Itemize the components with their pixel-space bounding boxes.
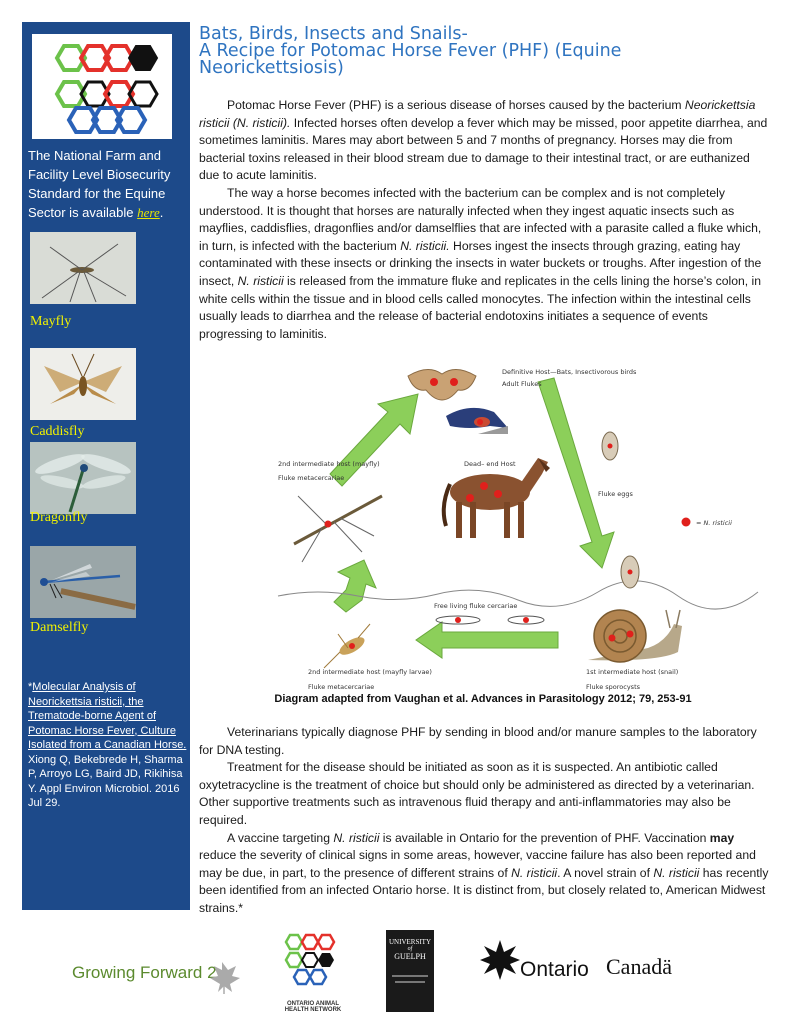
canada-text: Canadä — [606, 954, 672, 979]
biosecurity-text: The National Farm and Facility Level Biosecurity Standard for the Equine Sector is available — [28, 148, 171, 220]
mayfly-illustration — [294, 496, 382, 562]
guelph-text-2: GUELPH — [394, 952, 426, 961]
mayfly-label: Mayfly — [30, 314, 72, 329]
arrow-mayfly-to-bat — [330, 394, 418, 486]
italic-run: N. risticii — [237, 273, 284, 288]
citation — [28, 680, 188, 811]
italic-run: Neorickettsia risticii (N. risticii). — [199, 98, 756, 130]
biosecurity-link[interactable]: here — [137, 205, 160, 220]
guelph-crest-bar — [395, 981, 425, 983]
label-dead-end-host: Dead– end Host — [464, 460, 516, 468]
guelph-text-of: of — [407, 946, 413, 952]
biosecurity-standard-text — [28, 146, 188, 222]
title-line-1: Bats, Birds, Insects and Snails- — [199, 24, 468, 44]
label-adult-flukes: Adult Flukes — [502, 380, 542, 388]
growing-forward-logo — [72, 956, 252, 1001]
oahn-footer-logo — [282, 932, 346, 1013]
dragonfly-photo — [30, 442, 136, 514]
paragraph-diagnosis: Veterinarians typically diagnose PHF by sending in blood and/or manure samples to the laboratory for DNA testing. — [199, 725, 757, 757]
label-definitive-host: Definitive Host—Bats, Insectivorous birds — [502, 368, 637, 376]
intro-section — [199, 97, 771, 343]
text-run: Infected horses often develop a fever which may be missed, poor appetite diarrhea, and sometimes laminitis. Mares may abort between 5 and 7 months of pregnancy. Horses may die from bacterial toxins released in their blood stream due to damage to their intestinal tract, or are euthanized due to acute laminitis. — [199, 115, 768, 183]
text-run: A vaccine targeting — [227, 830, 334, 845]
citation-asterisk: * — [28, 681, 33, 693]
dragonfly-label: Dragonfly — [30, 510, 88, 525]
citation-title-link[interactable]: Molecular Analysis of Neorickettsia risticii, the Trematode-borne Agent of Potomac Horse Fever, Culture Isolated from a Canadian Horse. — [28, 681, 187, 751]
biosecurity-end: . — [159, 205, 164, 220]
life-cycle-diagram — [258, 356, 768, 696]
italic-run: N. risticii — [511, 865, 558, 880]
label-first-host-snail: 1st intermediate host (snail) — [586, 668, 679, 676]
text-run: is released from the immature fluke and replicates in the cells lining the horse’s colon, in white cells within the tissue and in blood cells called monocytes. The infection within the intestinal cells usually leads to diarrhea and the release of bacterial endotoxins initiates a sequence of events progressing to laminitis. — [199, 273, 762, 341]
arrow-larvae-to-mayfly — [334, 560, 376, 612]
paragraph-disease-overview — [199, 97, 771, 185]
citation-authors: Xiong Q, Bekebrede H, Sharma P, Arroyo LG, Baird JD, Rikihisa Y. Appl Environ Microbiol. 2016 Jul 29. — [28, 753, 183, 809]
label-fluke-metacercariae-bottom: Fluke metacercariae — [308, 683, 375, 691]
caddisfly-label: Caddisfly — [30, 424, 85, 439]
text-run: . A novel strain of — [557, 865, 654, 880]
cercariae-right — [508, 616, 544, 624]
text-run: Horses ingest the insects through grazing, eating hay contaminated with these insects or drinking the insects in water buckets or troughs. After ingestion of the insect, — [199, 238, 762, 288]
title-line-2: A Recipe for Potomac Horse Fever (PHF) (Equine — [199, 41, 622, 61]
guelph-crest-bar — [392, 975, 428, 977]
text-run: has recently been identified from an infected Ontario horse. It is distinct from, but closely related to, American Midwest strains.* — [199, 865, 769, 915]
label-second-host-mayfly: 2nd intermediate host (mayfly) — [278, 460, 380, 468]
snail-illustration — [588, 610, 682, 662]
page-title — [199, 26, 779, 77]
guelph-text-1: UNIVERSITY — [389, 938, 431, 946]
growing-forward-text: Growing Forward 2 — [72, 963, 217, 982]
arrow-bat-to-eggs — [538, 378, 614, 568]
arrow-snail-to-larvae — [416, 622, 558, 658]
legend-n-risticii — [682, 518, 733, 528]
canada-wordmark — [606, 954, 672, 980]
label-fluke-sporocysts: Fluke sporocysts — [586, 683, 640, 691]
ontario-text: Ontario — [520, 958, 588, 981]
label-fluke-metacercariae-top: Fluke metacercariae — [278, 474, 345, 482]
guelph-logo — [386, 930, 434, 1012]
diagram-caption: Diagram adapted from Vaughan et al. Advances in Parasitology 2012; 79, 253-91 — [274, 693, 692, 705]
mayfly-photo — [30, 232, 136, 304]
text-run: Potomac Horse Fever (PHF) is a serious disease of horses caused by the bacterium — [227, 98, 685, 112]
horse-illustration — [444, 458, 550, 538]
oahn-footer-text-1: ONTARIO ANIMAL — [287, 1001, 339, 1007]
ontario-logo — [476, 940, 588, 991]
sidebar — [22, 22, 190, 910]
cercariae-left — [436, 616, 480, 624]
damselfly-label: Damselfly — [30, 620, 89, 635]
paragraph-infection-route — [199, 185, 771, 343]
oahn-footer-text-2: HEALTH NETWORK — [284, 1007, 342, 1013]
paragraph-vaccine — [199, 830, 771, 918]
text-run: reduce the severity of clinical signs in some areas, however, vaccine failure has also been reported and may be due, in part, to the presence of different strains of — [199, 848, 756, 880]
bold-run: may — [709, 830, 735, 845]
label-second-host-larvae: 2nd intermediate host (mayfly larvae) — [308, 668, 432, 676]
bird-illustration — [446, 408, 508, 434]
treatment-section — [199, 724, 771, 918]
text-run: is available in Ontario for the prevention of PHF. Vaccination — [379, 830, 710, 845]
fluke-egg-top — [602, 432, 618, 460]
damselfly-photo — [30, 546, 136, 618]
fluke-egg-bottom — [621, 556, 639, 588]
label-free-living: Free living fluke cercariae — [434, 602, 518, 610]
larva-illustration — [324, 624, 370, 668]
footer-logos — [0, 920, 791, 1024]
label-fluke-eggs: Fluke eggs — [598, 490, 633, 498]
italic-run: N. risticii. — [400, 238, 450, 253]
italic-run: N. risticii — [653, 865, 700, 880]
oahn-logo — [32, 34, 172, 139]
legend-label: = N. risticii — [696, 519, 732, 527]
italic-run: N. risticii — [333, 830, 380, 845]
caddisfly-photo — [30, 348, 136, 420]
text-run: The way a horse becomes infected with the bacterium can be complex and is not completely understood. It is thought that horses are naturally infected when they ingest aquatic insects such as mayflies, caddisflies, dragonflies and/or damselflies that are infected with a parasite called a fluke which, in turn, is infected with the bacterium — [199, 185, 762, 253]
paragraph-treatment: Treatment for the disease should be initiated as soon as it is suspected. An antibiotic called oxytetracycline is the treatment of choice but should only be administered as directed by a veterinarian. Other supportive treatments such as intravenous fluid therapy and anti-inflammatories may also be required. — [199, 760, 755, 827]
title-line-3: Neorickettsiosis) — [199, 58, 344, 78]
